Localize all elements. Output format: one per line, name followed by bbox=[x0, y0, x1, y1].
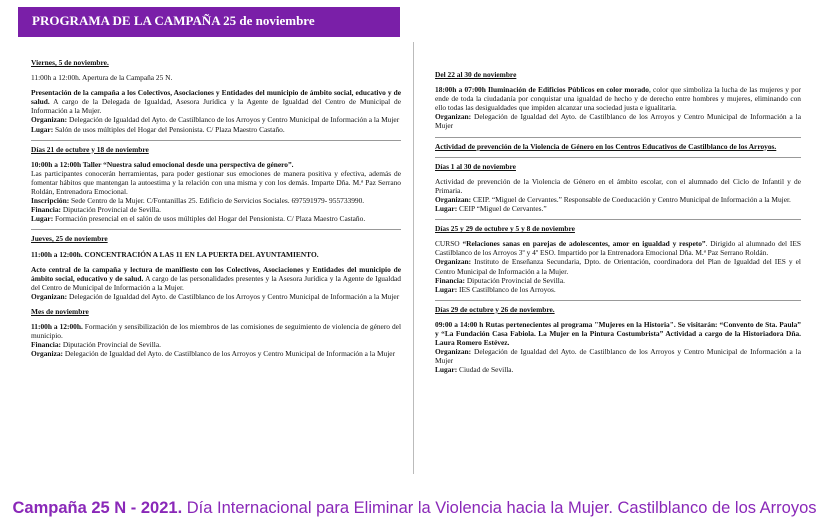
lugar-label: Lugar: bbox=[435, 365, 458, 375]
event-date: Días 29 de octubre y 26 de noviembre. bbox=[435, 304, 555, 314]
fin-text: Diputación Provincial de Sevilla. bbox=[60, 340, 161, 350]
program-banner bbox=[18, 7, 400, 37]
event-text: A cargo de las personalidades presentes y la Asesora Jurídica y la Agente de Igualdad del Centro de Municipal de Información a la Mujer. bbox=[31, 273, 401, 292]
curso-label: CURSO bbox=[435, 239, 463, 249]
lugar-text: Ciudad de Sevilla. bbox=[457, 365, 514, 375]
org-label: Organizan: bbox=[31, 291, 68, 301]
event-description bbox=[31, 265, 401, 301]
lugar-label: Lugar: bbox=[435, 204, 458, 214]
org-label: Organizan: bbox=[435, 112, 472, 122]
footer-text: Día Internacional para Eliminar la Violencia hacia la Mujer. Castilblanco de los Arroyos bbox=[182, 499, 817, 517]
event-description bbox=[435, 177, 801, 213]
event-title: 10:00h a 12:00h Taller “Nuestra salud emocional desde una perspectiva de género”. bbox=[31, 159, 294, 169]
fin-label: Financia: bbox=[435, 275, 465, 285]
lugar-text: CEIP “Miguel de Cervantes.” bbox=[457, 204, 547, 214]
left-column bbox=[31, 58, 401, 364]
lugar-label: Lugar: bbox=[435, 284, 458, 294]
fin-text: Diputación Provincial de Sevilla. bbox=[60, 205, 161, 215]
event-lighting bbox=[435, 70, 801, 131]
org-text: CEIP. “Miguel de Cervantes.” Responsable de Coeducación y Centro Municipal de Información a la Mujer. bbox=[471, 194, 791, 204]
org-text: Delegación de Igualdad del Ayto. de Castilblanco de los Arroyos y Centro Municipal de Información a la Mujer bbox=[67, 291, 400, 301]
event-text: . Dirigido al alumnado del IES Castilblanco de los Arroyos 3º y 4º ESO. Impartido por la Entrenadora Emocional Dña. M.ª Paz Serrano Roldán. bbox=[435, 239, 801, 258]
time-text: Apertura de la Campaña 25 N. bbox=[80, 73, 173, 83]
org-label: Organizan: bbox=[435, 257, 472, 267]
event-opening bbox=[31, 58, 401, 134]
section-heading: Actividad de prevención de la Violencia de Género en los Centros Educativos de Castilblanco de los Arroyos. bbox=[435, 141, 777, 151]
event-date: Días 1 al 30 de noviembre bbox=[435, 161, 516, 171]
event-school-prevention bbox=[435, 157, 801, 213]
event-title: “Relaciones sanas en parejas de adolescentes, amor en igualdad y respeto” bbox=[462, 239, 706, 249]
event-description bbox=[31, 160, 401, 224]
org-text: Delegación de Igualdad del Ayto. de Castilblanco de los Arroyos y Centro Municipal de Información a la Mujer bbox=[63, 349, 396, 359]
insc-text: Sede Centro de la Mujer. C/Fontanillas 25. Edificio de Servicios Sociales. 697591979- 955733990. bbox=[69, 196, 365, 206]
right-column bbox=[435, 70, 801, 380]
lugar-label: Lugar: bbox=[31, 124, 54, 134]
insc-label: Inscripción: bbox=[31, 196, 70, 206]
event-date: Jueves, 25 de noviembre bbox=[31, 234, 108, 244]
event-routes bbox=[435, 300, 801, 375]
fin-label: Financia: bbox=[31, 340, 61, 350]
org-label: Organizan: bbox=[435, 194, 472, 204]
banner-title: PROGRAMA DE LA CAMPAÑA 25 de noviembre bbox=[32, 13, 315, 28]
org-text: Delegación de Igualdad del Ayto. de Castilblanco de los Arroyos y Centro Municipal de Información a la Mujer bbox=[67, 115, 400, 125]
event-date: Del 22 al 30 de noviembre bbox=[435, 70, 517, 79]
event-text: Actividad de prevención de la Violencia de Género en el ámbito escolar, con el alumnado del Ciclo de Infantil y de Primaria. bbox=[435, 176, 801, 195]
lugar-text: Salón de usos múltiples del Hogar del Pensionista. C/ Plaza Maestro Castaño. bbox=[53, 124, 285, 134]
event-description bbox=[435, 320, 801, 375]
campaign-footer bbox=[0, 499, 829, 518]
event-time bbox=[31, 73, 401, 82]
event-title: 18:00h a 07:00h Iluminación de Edificios Públicos en color morado bbox=[435, 85, 649, 95]
prevention-heading-block bbox=[435, 137, 801, 151]
time-text: Formación y sensibilización de los miembros de las comisiones de seguimiento de violencia de género del municipio. bbox=[31, 322, 401, 341]
event-title: Presentación de la campaña a los Colectivos, Asociaciones y Entidades del municipio de ámbito social, educativo y de salud. bbox=[31, 88, 401, 107]
org-label: Organizan: bbox=[31, 115, 68, 125]
event-central bbox=[31, 229, 401, 301]
lugar-label: Lugar: bbox=[31, 214, 54, 224]
event-text: A cargo de la Delegada de Igualdad, Asesora Jurídica y la Agente de Igualdad del Centro de Municipal de Información a la Mujer. bbox=[31, 97, 401, 116]
event-description bbox=[31, 322, 401, 358]
footer-campaign-name: Campaña 25 N - 2021. bbox=[12, 499, 183, 517]
fin-label: Financia: bbox=[31, 205, 61, 215]
org-text: Delegación de Igualdad del Ayto. de Castilblanco de los Arroyos y Centro Municipal de Información a la Mujer bbox=[435, 347, 801, 366]
event-title: Acto central de la campaña y lectura de manifiesto con los Colectivos, Asociaciones y Entidades del municipio de ámbito social, educativo y de salud. bbox=[31, 264, 401, 283]
column-divider bbox=[413, 42, 414, 474]
lugar-text: Formación presencial en el salón de usos múltiples del Hogar del Pensionista. C/ Plaza Maestro Castaño. bbox=[53, 214, 366, 224]
fin-text: Diputación Provincial de Sevilla. bbox=[464, 275, 565, 285]
event-course bbox=[435, 219, 801, 294]
event-workshop bbox=[31, 140, 401, 224]
event-description bbox=[31, 88, 401, 133]
event-title: 09:00 a 14:00 h Rutas pertenecientes al programa "Mujeres en la Historia". Se visitarán: “Convento de Sta. Paula” y “La Fundación Casa Fabiola. La Mujer en la Pintura Costumbrista” Actividad a cargo de la Historiadora Dña. Laura Romero Estévez. bbox=[435, 319, 801, 348]
event-date: Días 21 de octubre y 18 de noviembre bbox=[31, 144, 149, 154]
org-label: Organizan: bbox=[435, 347, 472, 357]
event-training bbox=[31, 307, 401, 358]
event-text: Las participantes conocerán herramientas, para poder gestionar sus emociones de manera positiva y efectiva, además de fomentar hábitos que mantengan la autoestima y la relación con una misma y con los demás. Imparte Dña. M.ª Paz Serrano Roldán, Entrenadora Emocional. bbox=[31, 168, 401, 197]
lugar-text: IES Castilblanco de los Arroyos. bbox=[457, 284, 556, 294]
time-label: 11:00h a 12:00h. bbox=[31, 73, 81, 83]
time-label: 11:00h a 12:00h. bbox=[31, 322, 83, 332]
event-date: Días 25 y 29 de octubre y 5 y 8 de noviembre bbox=[435, 224, 575, 234]
org-text: Delegación de Igualdad del Ayto. de Castilblanco de los Arroyos y Centro Municipal de Información a la Mujer bbox=[435, 112, 801, 131]
event-description bbox=[435, 239, 801, 294]
org-text: Instituto de Enseñanza Secundaria, Dpto. de Orientación, coordinadora del Plan de Igualdad del IES y el Centro Municipal de Información a la Mujer. bbox=[435, 257, 801, 276]
event-text: , color que simboliza la lucha de las mujeres y por ende de toda la ciudadanía por conquistar una igualdad de hecho y de derecho entre hombres y mujeres, eliminando con ello todas las desigualdades que impiden alcanzar una sociedad justa e igualitaria. bbox=[435, 85, 801, 113]
event-description bbox=[435, 85, 801, 130]
event-time: 11:00h a 12:00h. CONCENTRACIÓN A LAS 11 EN LA PUERTA DEL AYUNTAMIENTO. bbox=[31, 249, 319, 259]
org-label: Organiza: bbox=[31, 349, 64, 359]
event-date: Mes de noviembre bbox=[31, 306, 89, 316]
event-date: Viernes, 5 de noviembre. bbox=[31, 58, 109, 67]
